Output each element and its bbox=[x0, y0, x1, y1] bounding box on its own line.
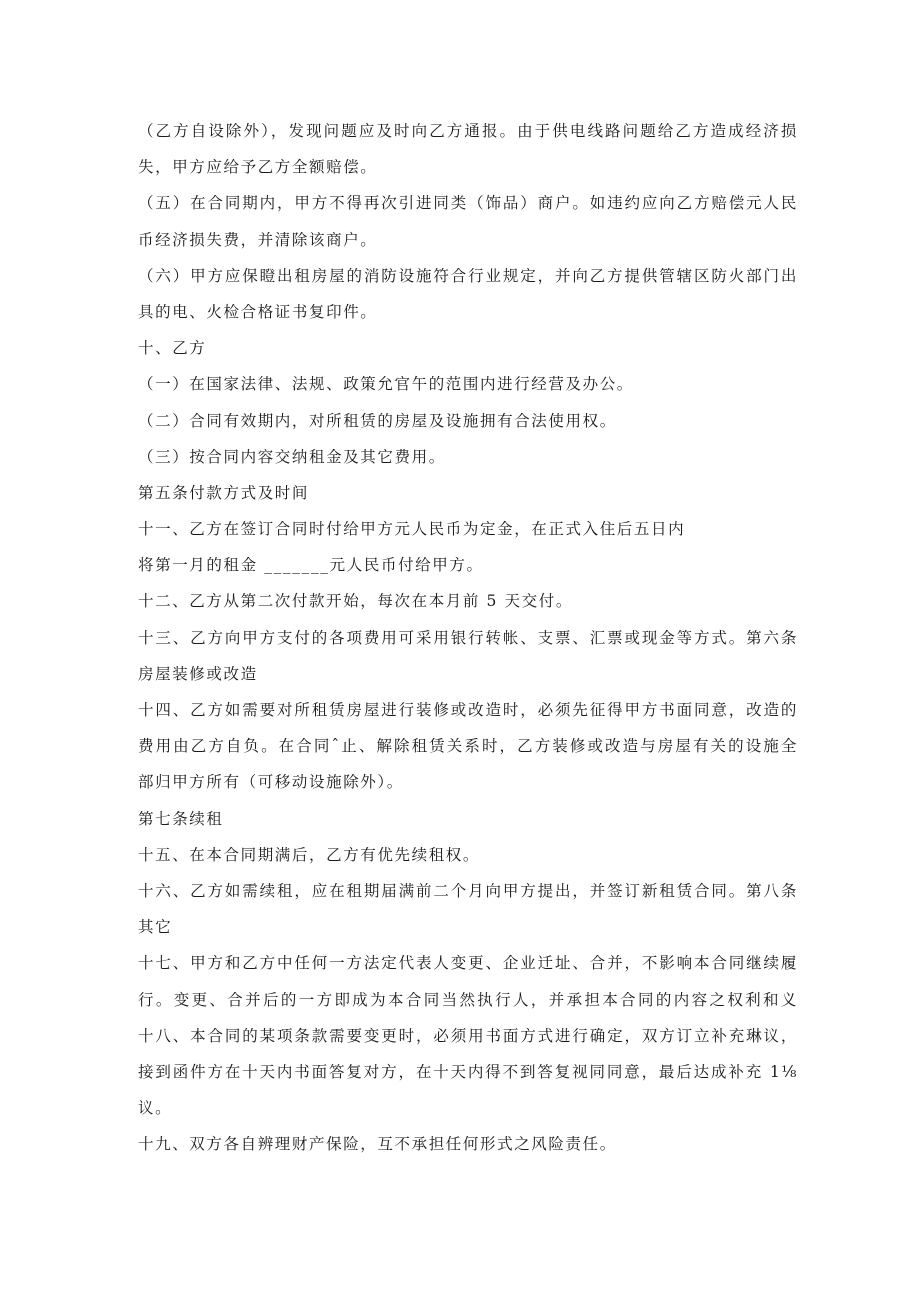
text-line: 十一、乙方在签订合同时付给甲方元人民币为定金，在正式入住后五日内 bbox=[138, 520, 686, 539]
article-heading: 第五条付款方式及时间 bbox=[138, 483, 310, 502]
text-line: （二）合同有效期内，对所租赁的房屋及设施拥有合法使用权。 bbox=[138, 411, 617, 430]
text-line: 房屋装修或改造 bbox=[138, 664, 258, 683]
text-line: 十五、在本合同期满后，乙方有优先续租权。 bbox=[138, 845, 481, 864]
text-line: （五）在合同期内，甲方不得再次引进同类（饰品）商户。如违约应向乙方赔偿元人民 bbox=[138, 194, 798, 213]
text-line: 十二、乙方从第二次付款开始，每次在本月前 5 天交付。 bbox=[138, 592, 573, 611]
text-line: 费用由乙方自负。在合同ˆ止、解除租赁关系时，乙方装修或改造与房屋有关的设施全 bbox=[138, 737, 798, 756]
text-line: 失，甲方应给予乙方全额赔偿。 bbox=[138, 158, 378, 177]
text-line: 币经济损失费，并清除该商户。 bbox=[138, 230, 378, 249]
text-line: （乙方自设除外），发现问题应及时向乙方通报。由于供电线路问题给乙方造成经济损 bbox=[138, 122, 798, 140]
text-line: 十八、本合同的某项条款需要变更时，必须用书面方式进行确定，双方订立补充琳议， bbox=[138, 1026, 798, 1045]
text-line: 十九、双方各自辨理财产保险，互不承担任何形式之风险责任。 bbox=[138, 1135, 617, 1154]
text-line: 部归甲方所有（可移动设施除外）。 bbox=[138, 773, 404, 792]
text-line: 十三、乙方向甲方支付的各项费用可采用银行转帐、支票、汇票或现金等方式。第六条 bbox=[138, 628, 798, 647]
document-body bbox=[138, 113, 798, 1162]
text-line: 具的电、火检合格证书复印件。 bbox=[138, 302, 378, 321]
text-line: 议。 bbox=[138, 1099, 173, 1118]
text-line: 十四、乙方如需要对所租赁房屋进行装修或改造时，必须先征得甲方书面同意，改造的 bbox=[138, 701, 798, 719]
article-heading: 第七条续租 bbox=[138, 809, 224, 828]
text-line: （三）按合同内容交纳租金及其它费用。 bbox=[138, 447, 446, 466]
text-line: 其它 bbox=[138, 918, 173, 937]
section-heading: 十、乙方 bbox=[138, 339, 207, 358]
text-line: 将第一月的租金 _______元人民币付给甲方。 bbox=[138, 556, 484, 575]
text-line: 十七、甲方和乙方中任何一方法定代表人变更、企业迁址、合并，不影响本合同继续履 bbox=[138, 954, 798, 973]
text-line: 接到函件方在十天内书面答复对方，在十天内得不到答复视同同意，最后达成补充 1⅛ bbox=[138, 1062, 798, 1081]
text-line: （一）在国家法律、法规、政策允官午的范围内进行经营及办公。 bbox=[138, 375, 634, 394]
text-line: 十六、乙方如需续租，应在租期届满前二个月向甲方提出，并签订新租赁合同。第八条 bbox=[138, 881, 798, 900]
text-line: （六）甲方应保瞪出租房屋的消防设施符合行业规定，并向乙方提供管辖区防火部门出 bbox=[138, 266, 798, 285]
text-line: 行。变更、合并后的一方即成为本合同当然执行人，并承担本合同的内容之权利和义 bbox=[138, 990, 798, 1009]
